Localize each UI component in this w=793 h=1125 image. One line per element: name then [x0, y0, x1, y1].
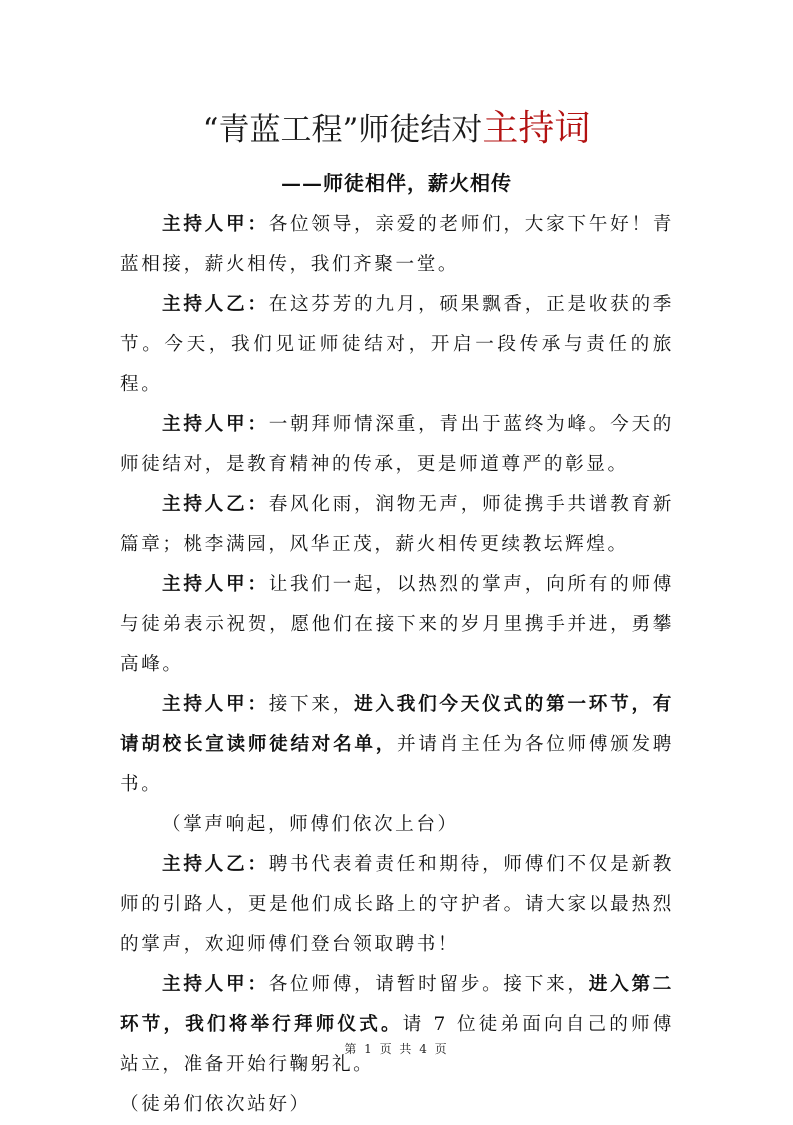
- paragraph-4: [120, 485, 674, 565]
- paragraph-emphasis: 进入我们今天仪式的第一环节，有请胡校长宣读师徒结对名单，: [120, 694, 674, 755]
- paragraph-text: 春风化雨，润物无声，师徒携手共谱教育新篇章；桃李满园，风华正茂，薪火相传更续教坛辉煌。: [120, 494, 674, 555]
- paragraph-text: 聘书代表着责任和期待，师傅们不仅是新教师的引路人，更是他们成长路上的守护者。请大家以最热烈的掌声，欢迎师傅们登台领取聘书！: [120, 854, 674, 955]
- paragraph-text: 接下来，: [268, 694, 355, 715]
- paragraph-text: 让我们一起，以热烈的掌声，向所有的师傅与徒弟表示祝贺，愿他们在接下来的岁月里携手并进，勇攀高峰。: [120, 574, 674, 675]
- speaker-label: 主持人乙：: [162, 854, 269, 875]
- speaker-label: 主持人乙：: [162, 494, 269, 515]
- document-body: [120, 205, 674, 1125]
- speaker-label: 主持人甲：: [162, 414, 269, 435]
- paragraph-1: [120, 205, 674, 285]
- title-accent: 主持词: [482, 108, 591, 149]
- speaker-label: 主持人甲：: [162, 574, 269, 595]
- paragraph-8: [120, 965, 674, 1085]
- paragraph-text: 各位师傅，请暂时留步。接下来，: [268, 974, 589, 995]
- speaker-label: 主持人乙：: [162, 294, 269, 315]
- paragraph-6: [120, 685, 674, 805]
- stage-direction-2: [120, 1085, 674, 1125]
- paragraph-text: 并请肖主任为各位师傅颁发聘书。: [120, 734, 674, 795]
- stage-direction-text: （徒弟们依次站好）: [120, 1094, 311, 1115]
- page-footer: 第 1 页 共 4 页: [344, 1042, 449, 1056]
- paragraph-emphasis: 进入第二环节，我们将举行拜师仪式。: [120, 974, 674, 1035]
- paragraph-text: 各位领导，亲爱的老师们，大家下午好！青蓝相接，薪火相传，我们齐聚一堂。: [120, 214, 674, 275]
- page-subtitle: ——师徒相伴，薪火相传: [281, 171, 512, 195]
- paragraph-text: 在这芬芳的九月，硕果飘香，正是收获的季节。今天，我们见证师徒结对，开启一段传承与责任的旅程。: [120, 294, 674, 395]
- paragraph-text: 请 7 位徒弟面向自己的师傅站立，准备开始行鞠躬礼。: [120, 1014, 674, 1075]
- paragraph-5: [120, 565, 674, 685]
- stage-direction-1: [120, 805, 674, 845]
- title-prefix: “青蓝工程”师徒结对: [202, 112, 483, 148]
- speaker-label: 主持人甲：: [162, 214, 269, 235]
- speaker-label: 主持人甲：: [162, 974, 269, 995]
- paragraph-2: [120, 285, 674, 405]
- page-title: [0, 106, 793, 153]
- stage-direction-text: （掌声响起，师傅们依次上台）: [162, 814, 459, 835]
- speaker-label: 主持人甲：: [162, 694, 269, 715]
- paragraph-3: [120, 405, 674, 485]
- paragraph-7: [120, 845, 674, 965]
- paragraph-text: 一朝拜师情深重，青出于蓝终为峰。今天的师徒结对，是教育精神的传承，更是师道尊严的彰显。: [120, 414, 674, 475]
